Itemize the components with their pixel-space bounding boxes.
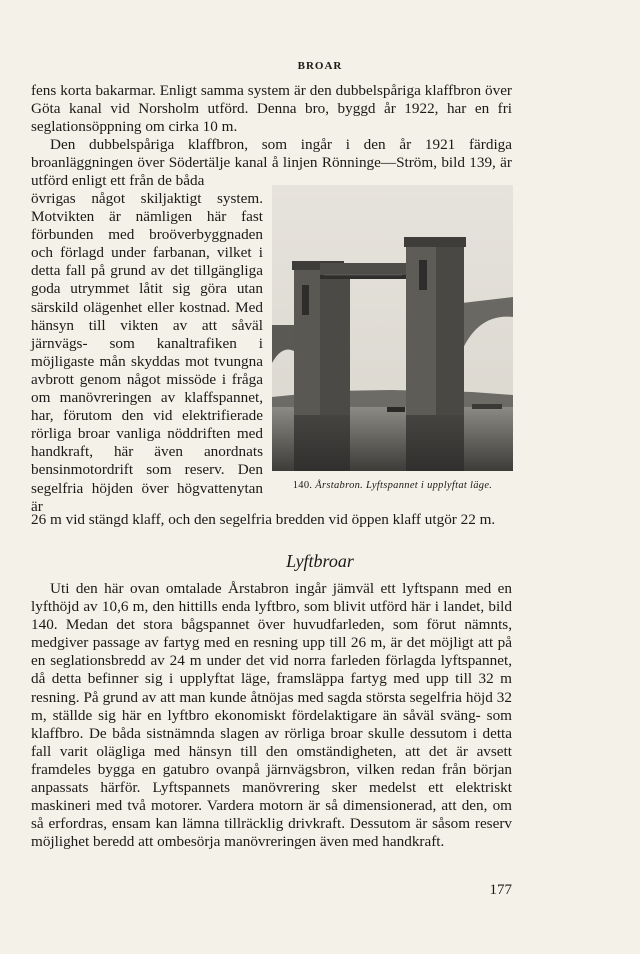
figure-caption — [272, 480, 513, 491]
figure-number: 140. — [292, 480, 313, 491]
paragraph-2-tail: 26 m vid stängd klaff, och den segelfria bredden vid öppen klaff utgör 22 m. — [31, 511, 496, 528]
running-header: BROAR — [297, 60, 343, 72]
section-heading: Lyftbroar — [286, 551, 354, 571]
figure-140 — [272, 185, 513, 491]
paragraph-2-flow: övrigas något skiljaktigt system. Motvikten är nämligen här fast förbunden med broöverbyggnaden och förlagd under farbanan, vilket i detta fall på grund av det tillgängliga goda utrymmet låtit sig göra utan särskild olägenhet eller kostnad. Med hänsyn till vikten av att såväl järnvägs- som kanaltrafiken i möjligaste mån skyddas mot tvungna avbrott genom något missöde i fråga om manövreringen av klaffspannet, har, förutom den vid elektrifierade rörliga broar vanliga nöddriften med handkraft, här även anordnats bensinmotordrift som reserv. Den segelfria höjden över högvattenytan är — [31, 190, 263, 515]
page-number: 177 — [489, 882, 512, 898]
bridge-photo — [272, 185, 513, 471]
figure-caption-text: Årstabron. Lyftspannet i upplyftat läge. — [315, 480, 493, 491]
paragraph-3: Uti den här ovan omtalade Årstabron ingår jämväl ett lyftspann med en lyfthöjd av 10,6 m, den hittills enda lyftbro, som blivit utförd här i landet, bild 140. Medan det stora bågspannet över huvudfarleden, som förut nämnts, medgiver passage av fartyg med en resning upp till 26 m, är det möjligt att på en seglationsbredd av 24 m under det vid norra farleden förlagda lyftspannet, då detta befinner sig i upplyftat läge, framsläppa fartyg med upp till 32 m resning. På grund av att man kunde åtnöjas med sagda största segelfria höjd 32 m, ställde sig här en lyftbro ekonomiskt fördelaktigare än såväl sväng- som klaffbro. De båda sistnämnda slagen av rörliga broar skulle dessutom i detta fall varit olägliga med hänsyn till den omständigheten, att det är avsett framdeles bygga en gatubro ovanpå järnvägsbron, vilken redan från början anpassats härför. Lyftspannets manövrering sker medelst ett elektriskt maskineri med två motorer. Vardera motorn är så dimensionerad, att den, om så erfordras, ensam kan lämna tillräcklig drivkraft. Dessutom är såsom reserv möjlighet beredd att ombesörja manövreringen även med handkraft. — [31, 580, 512, 851]
paragraph-1: fens korta bakarmar. Enligt samma system är den dubbelspåriga klaffbron över Göta kanal vid Norsholm utförd. Denna bro, byggd år 1922, har en fri seglationsöppning om cirka 10 m. — [31, 82, 512, 136]
paragraph-2-top: Den dubbelspåriga klaffbron, som ingår i den år 1921 färdiga broanläggningen över Södertälje kanal å linjen Rönninge—Ström, bild 139, är utförd enligt ett från de båda — [31, 136, 512, 190]
